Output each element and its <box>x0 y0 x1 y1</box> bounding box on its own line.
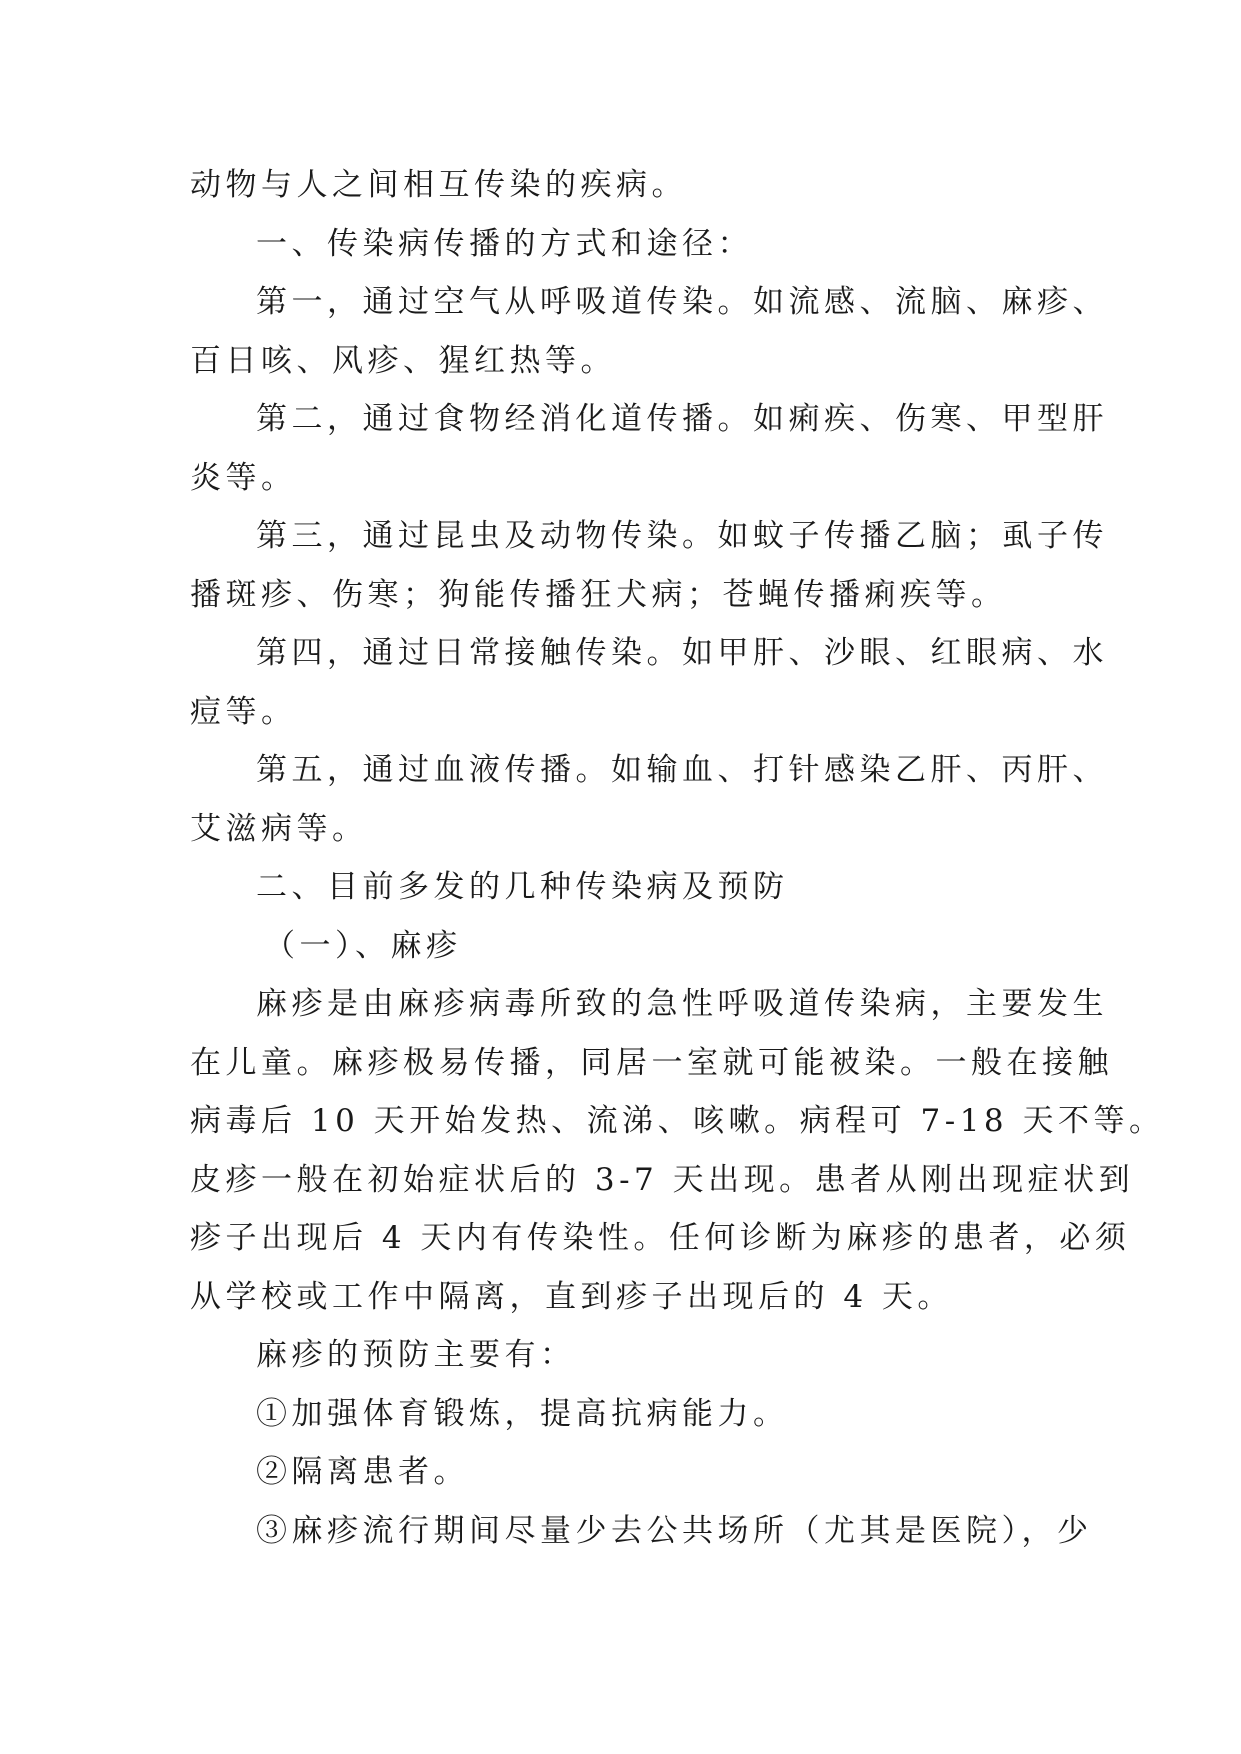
body-line: 麻疹是由麻疹病毒所致的急性呼吸道传染病，主要发生 <box>256 986 1108 1022</box>
body-line: 第五，通过血液传播。如输血、打针感染乙肝、丙肝、 <box>256 752 1108 788</box>
body-line: 麻疹的预防主要有： <box>256 1337 576 1373</box>
document-body <box>190 156 1165 1560</box>
body-line: 炎等。 <box>190 459 297 496</box>
subsection-heading: （一）、麻疹 <box>264 927 462 964</box>
body-line: 从学校或工作中隔离，直到疹子出现后的 4 天。 <box>190 1278 953 1315</box>
list-item: ①加强体育锻炼，提高抗病能力。 <box>256 1395 789 1432</box>
body-line: 动物与人之间相互传染的疾病。 <box>190 167 687 203</box>
body-line: 第三，通过昆虫及动物传染。如蚊子传播乙脑；虱子传 <box>256 518 1108 554</box>
body-line: 播斑疹、伤寒；狗能传播狂犬病；苍蝇传播痢疾等。 <box>190 576 1007 613</box>
section-heading: 二、目前多发的几种传染病及预防 <box>256 869 789 905</box>
body-line: 第一，通过空气从呼吸道传染。如流感、流脑、麻疹、 <box>256 284 1108 320</box>
body-line: 疹子出现后 4 天内有传染性。任何诊断为麻疹的患者，必须 <box>190 1220 1131 1256</box>
section-heading: 一、传染病传播的方式和途径： <box>256 225 753 262</box>
body-line: 第二，通过食物经消化道传播。如痢疾、伤寒、甲型肝 <box>256 401 1108 437</box>
body-line: 在儿童。麻疹极易传播，同居一室就可能被染。一般在接触 <box>190 1044 1113 1081</box>
body-line: 第四，通过日常接触传染。如甲肝、沙眼、红眼病、水 <box>256 635 1108 671</box>
body-line: 皮疹一般在初始症状后的 3-7 天出现。患者从刚出现症状到 <box>190 1161 1135 1198</box>
body-line: 病毒后 10 天开始发热、流涕、咳嗽。病程可 7-18 天不等。 <box>190 1103 1165 1139</box>
body-line: 百日咳、风疹、猩红热等。 <box>190 342 616 379</box>
list-item: ②隔离患者。 <box>256 1454 469 1490</box>
body-line: 艾滋病等。 <box>190 810 368 847</box>
list-item: ③麻疹流行期间尽量少去公共场所（尤其是医院），少 <box>256 1512 1093 1549</box>
body-line: 痘等。 <box>190 693 297 730</box>
